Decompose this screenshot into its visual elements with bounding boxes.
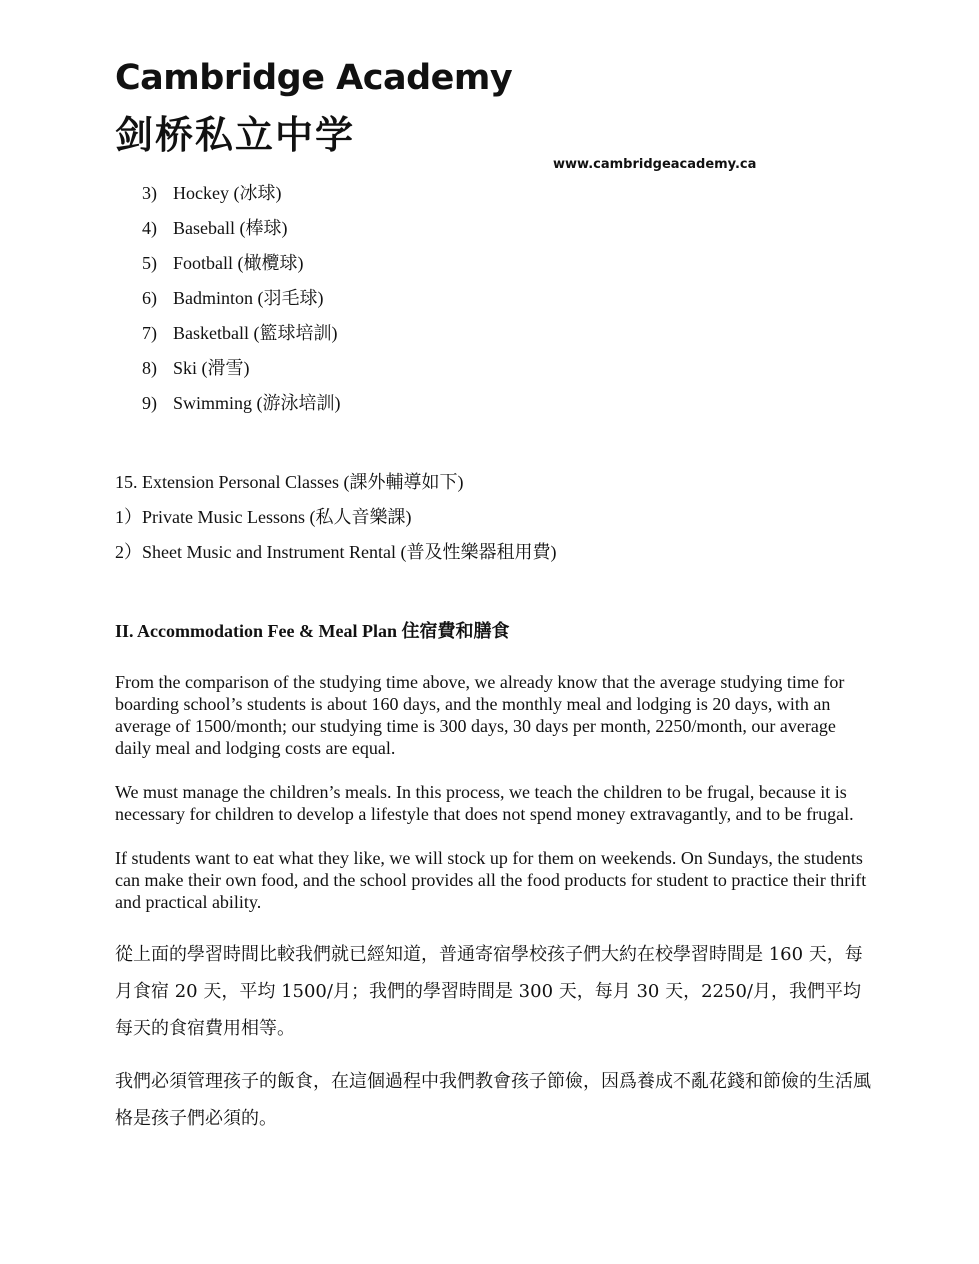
school-name-chinese: 剑桥私立中学	[115, 113, 356, 157]
extension-classes-list	[115, 505, 556, 575]
paragraph-english-1: From the comparison of the studying time above, we already know that the average studying time for boarding school’s students is about 160 days, and the monthly meal and lodging is 20 days, with an average of 1500/month; our studying time is 300 days, 30 days per month, 2250/month, our average daily meal and lodging costs are equal.	[115, 672, 845, 758]
list-item: 2）Sheet Music and Instrument Rental (普及性樂器租用費)	[115, 542, 557, 562]
website-url[interactable]: www.cambridgeacademy.ca	[553, 157, 757, 172]
section-heading: II. Accommodation Fee & Meal Plan 住宿費和膳食	[115, 621, 510, 641]
paragraph-chinese-2: 我們必須管理孩子的飯食，在這個過程中我們教會孩子節儉，因爲養成不亂花錢和節儉的生活風格是孩子們必須的。	[115, 1071, 871, 1129]
sports-list	[142, 181, 341, 426]
paragraph-english-3: If students want to eat what they like, we will stock up for them on weekends. On Sundays, the students can make their own food, and the school provides all the food products for student to practice their thrift and practical ability.	[115, 848, 867, 912]
list-item: 8) Ski (滑雪)	[142, 358, 250, 378]
paragraph-english-2: We must manage the children’s meals. In this process, we teach the children to be frugal, because it is necessary for children to develop a lifestyle that does not spend money extravagantly, and to be frugal.	[115, 782, 854, 824]
list-item: 5) Football (橄欖球)	[142, 253, 304, 273]
school-name-english: Cambridge Academy	[115, 58, 513, 98]
list-item: 9) Swimming (游泳培訓)	[142, 393, 341, 413]
extension-classes-heading: 15. Extension Personal Classes (課外輔導如下)	[115, 472, 464, 492]
list-item: 6) Badminton (羽毛球)	[142, 288, 324, 308]
list-item: 7) Basketball (籃球培訓)	[142, 323, 338, 343]
list-item: 1）Private Music Lessons (私人音樂課)	[115, 507, 412, 527]
list-item: 4) Baseball (棒球)	[142, 218, 288, 238]
paragraph-chinese-1: 從上面的學習時間比較我們就已經知道，普通寄宿學校孩子們大約在校學習時間是 160 天，每月食宿 20 天，平均 1500/月；我們的學習時間是 300 天，每月 30 天，2250/月，我們平均每天的食宿費用相等。	[115, 944, 863, 1039]
list-item: 3) Hockey (冰球)	[142, 183, 282, 203]
